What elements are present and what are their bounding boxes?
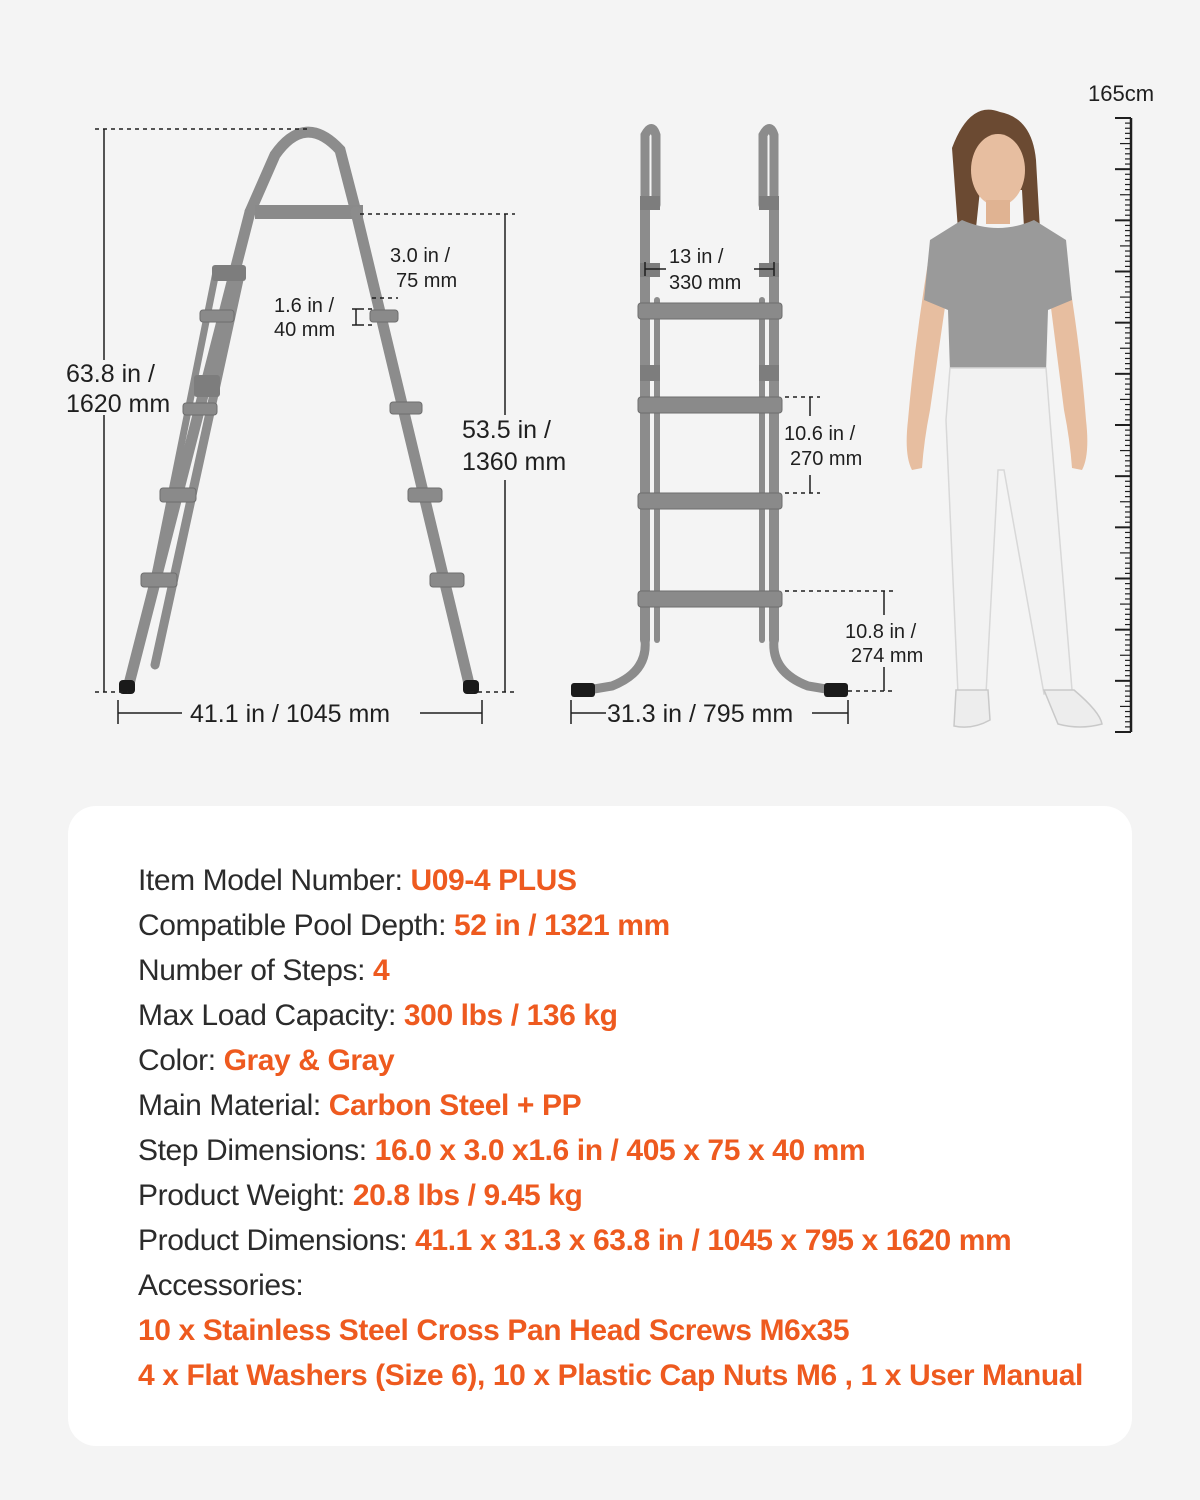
specifications-card xyxy=(68,806,1132,1446)
spec-value: 300 lbs / 136 kg xyxy=(403,999,618,1032)
spec-label: Product Weight: xyxy=(138,1179,353,1212)
spec-label: Max Load Capacity: xyxy=(138,999,404,1032)
rail-gap-label-2: 330 mm xyxy=(669,272,742,294)
side-height-label-2: 1620 mm xyxy=(66,390,171,418)
spec-label: Item Model Number: xyxy=(138,864,411,897)
spec-label: Product Dimensions: xyxy=(138,1224,416,1257)
front-width-label: 31.3 in / 795 mm xyxy=(607,700,794,728)
spec-value: U09-4 PLUS xyxy=(410,864,577,897)
spec-value: Gray & Gray xyxy=(223,1044,395,1077)
spec-value: Carbon Steel + PP xyxy=(328,1089,582,1122)
side-view-ladder xyxy=(119,132,479,694)
front-foot-right xyxy=(824,683,848,697)
spec-list xyxy=(138,858,1083,1398)
spec-value: 20.8 lbs / 9.45 kg xyxy=(352,1179,583,1212)
spec-material xyxy=(138,1083,1083,1128)
spec-model xyxy=(138,858,1083,903)
step-thickness-label-1: 1.6 in / xyxy=(274,295,335,317)
spec-value: 52 in / 1321 mm xyxy=(453,909,670,942)
step-depth-label-1: 3.0 in / xyxy=(390,245,451,267)
spec-product-dimensions xyxy=(138,1218,1083,1263)
ruler-height-label: 165cm xyxy=(1088,81,1155,106)
spec-value: 4 x Flat Washers (Size 6), 10 x Plastic Cap Nuts M6 , 1 x User Manual xyxy=(138,1359,1083,1392)
side-height-label-1: 63.8 in / xyxy=(66,360,155,388)
height-ruler xyxy=(1115,118,1131,732)
spec-accessories-line-1 xyxy=(138,1308,1083,1353)
step-thickness-label-2: 40 mm xyxy=(274,319,336,341)
spec-label: Step Dimensions: xyxy=(138,1134,375,1167)
spec-pool-depth xyxy=(138,903,1083,948)
spec-max-load xyxy=(138,993,1083,1038)
step-spacing-label-2: 270 mm xyxy=(790,448,863,470)
inner-height-label-1: 53.5 in / xyxy=(462,416,551,444)
spec-label: Main Material: xyxy=(138,1089,329,1122)
spec-label: Accessories: xyxy=(138,1269,304,1302)
front-foot-left xyxy=(571,683,595,697)
spec-value: 16.0 x 3.0 x1.6 in / 405 x 75 x 40 mm xyxy=(374,1134,866,1167)
spec-accessories-label xyxy=(138,1263,1083,1308)
spec-label: Number of Steps: xyxy=(138,954,373,987)
spec-accessories-line-2 xyxy=(138,1353,1083,1398)
spec-color xyxy=(138,1038,1083,1083)
spec-value: 41.1 x 31.3 x 63.8 in / 1045 x 795 x 1620 mm xyxy=(415,1224,1012,1257)
side-width-label: 41.1 in / 1045 mm xyxy=(190,700,391,728)
spec-weight xyxy=(138,1173,1083,1218)
bottom-clearance-label-1: 10.8 in / xyxy=(845,621,917,643)
bottom-clearance-label-2: 274 mm xyxy=(851,645,924,667)
rail-gap-label-1: 13 in / xyxy=(669,246,724,268)
step-depth-label-2: 75 mm xyxy=(396,270,458,292)
spec-value: 10 x Stainless Steel Cross Pan Head Screws M6x35 xyxy=(138,1314,850,1347)
spec-label: Color: xyxy=(138,1044,224,1077)
inner-height-label-2: 1360 mm xyxy=(462,448,567,476)
spec-value: 4 xyxy=(372,954,390,987)
spec-step-dimensions xyxy=(138,1128,1083,1173)
spec-label: Compatible Pool Depth: xyxy=(138,909,454,942)
front-view-ladder xyxy=(571,129,848,698)
step-spacing-label-1: 10.6 in / xyxy=(784,423,856,445)
person-figure xyxy=(907,110,1102,728)
spec-steps xyxy=(138,948,1083,993)
